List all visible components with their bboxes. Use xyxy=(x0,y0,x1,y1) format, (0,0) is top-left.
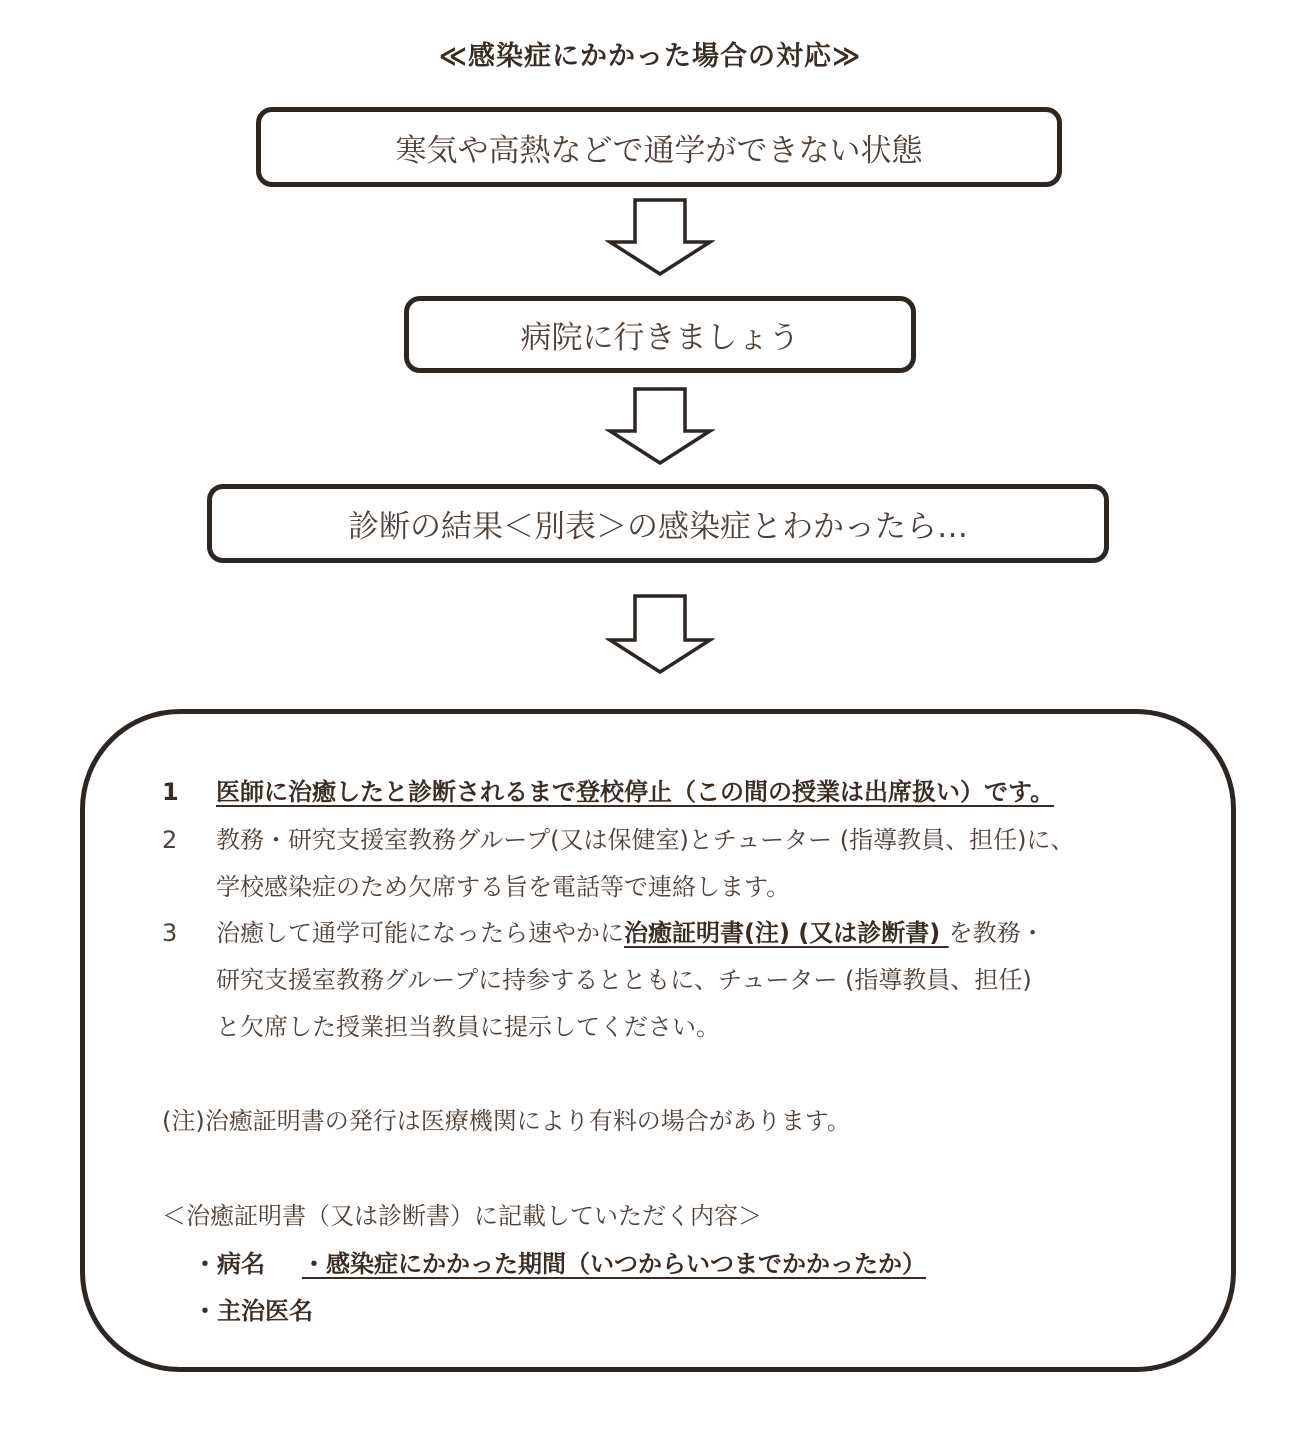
page-title: ≪感染症にかかった場合の対応≫ xyxy=(438,41,862,72)
item-3-line-2: 研究支援室教務グループに持参するとともに、チューター (指導教員、担任) xyxy=(216,966,1032,994)
step-box-symptoms: 寒気や高熱などで通学ができない状態 xyxy=(256,107,1062,187)
fee-note: (注)治癒証明書の発行は医療機関により有料の場合があります。 xyxy=(162,1107,851,1135)
item-3-number: 3 xyxy=(162,919,178,947)
item-2-line-2: 学校感染症のため欠席する旨を電話等で連絡します。 xyxy=(216,873,791,901)
item-3-line-1 xyxy=(162,913,1045,948)
item-2-number: 2 xyxy=(162,826,178,854)
item-2-text-1: 教務・研究支援室教務グループ(又は保健室)とチューター (指導教員、担任)に、 xyxy=(216,826,1075,854)
item-3-text-1-pre: 治癒して通学可能になったら速やかに xyxy=(216,919,624,947)
item-3-line-3: と欠席した授業担当教員に提示してください。 xyxy=(216,1013,720,1041)
down-arrow-icon xyxy=(605,387,715,467)
certificate-emphasis: 治癒証明書(注) (又は診断書) xyxy=(624,919,949,947)
contents-heading: ＜治癒証明書（又は診断書）に記載していただく内容＞ xyxy=(162,1202,762,1230)
contents-disease-name: ・病名 xyxy=(193,1250,265,1278)
step-box-hospital: 病院に行きましょう xyxy=(404,296,916,373)
item-1-number: 1 xyxy=(162,778,179,806)
down-arrow-icon xyxy=(605,198,715,278)
item-1 xyxy=(162,772,1054,807)
down-arrow-icon xyxy=(605,594,715,676)
item-2-line-1 xyxy=(162,820,1074,855)
step-box-diagnosis: 診断の結果＜別表＞の感染症とわかったら… xyxy=(207,484,1109,563)
contents-period: ・感染症にかかった期間（いつからいつまでかかったか） xyxy=(302,1250,926,1278)
item-1-text: 医師に治癒したと診断されるまで登校停止（この間の授業は出席扱い）です。 xyxy=(216,778,1055,806)
contents-doctor: ・主治医名 xyxy=(193,1297,313,1325)
item-3-text-1-post: を教務・ xyxy=(948,919,1045,947)
